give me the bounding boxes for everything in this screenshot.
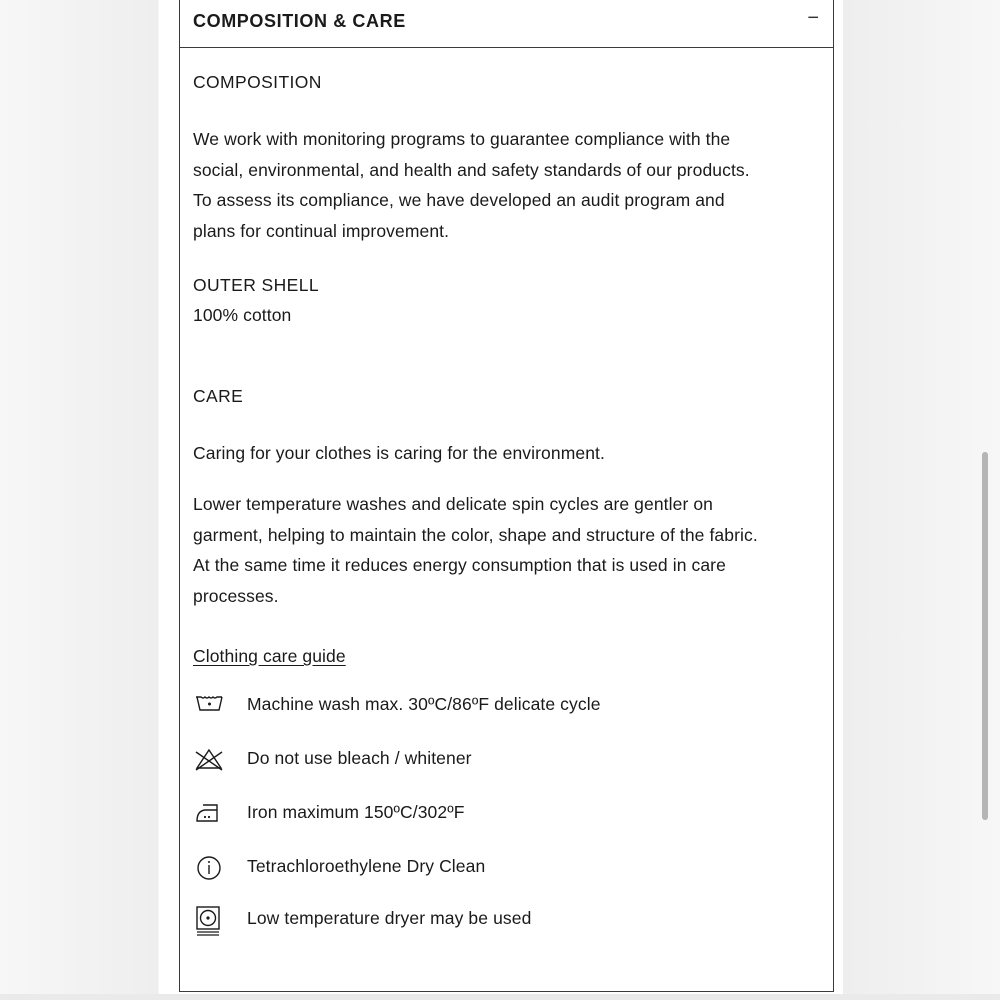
outer-shell-value: 100% cotton bbox=[193, 305, 292, 325]
collapse-icon[interactable]: − bbox=[807, 7, 819, 29]
composition-care-panel bbox=[179, 0, 834, 992]
care-instruction-text: Tetrachloroethylene Dry Clean bbox=[247, 856, 486, 876]
composition-line: To assess its compliance, we have developed an audit program and bbox=[193, 190, 725, 210]
tumble-dry-low-icon bbox=[193, 904, 227, 938]
composition-paragraph bbox=[193, 124, 823, 246]
outer-shell-label: OUTER SHELL bbox=[193, 275, 319, 295]
care-instruction-row bbox=[193, 690, 813, 724]
left-margin bbox=[0, 0, 158, 1000]
scrollbar[interactable] bbox=[982, 452, 988, 820]
care-heading: CARE bbox=[193, 386, 244, 406]
wash-30-icon bbox=[193, 690, 227, 724]
product-details-page bbox=[159, 0, 843, 994]
scrollbar-thumb[interactable] bbox=[982, 452, 988, 820]
composition-line: We work with monitoring programs to guarantee compliance with the bbox=[193, 129, 731, 149]
accordion-header[interactable] bbox=[180, 0, 833, 48]
care-instruction-row bbox=[193, 798, 813, 832]
care-line: garment, helping to maintain the color, shape and structure of the fabric. bbox=[193, 524, 758, 545]
accordion-title: COMPOSITION & CARE bbox=[193, 11, 406, 31]
care-instruction-row bbox=[193, 744, 813, 778]
no-bleach-icon bbox=[193, 744, 227, 778]
care-line: Lower temperature washes and delicate spin cycles are gentler on bbox=[193, 494, 714, 514]
care-instruction-text: Iron maximum 150ºC/302ºF bbox=[247, 802, 465, 822]
care-instruction-text: Do not use bleach / whitener bbox=[247, 748, 472, 768]
right-margin bbox=[843, 0, 1000, 1000]
care-instruction-text: Low temperature dryer may be used bbox=[247, 908, 532, 928]
clothing-care-guide-link[interactable] bbox=[193, 641, 346, 672]
care-line: processes. bbox=[193, 585, 279, 606]
care-paragraph bbox=[193, 489, 823, 611]
care-instruction-text: Machine wash max. 30ºC/86ºF delicate cycle bbox=[247, 694, 601, 714]
dry-clean-p-icon bbox=[193, 852, 227, 886]
composition-line: social, environmental, and health and safety standards of our products. bbox=[193, 159, 750, 180]
care-intro: Caring for your clothes is caring for the environment. bbox=[193, 443, 605, 463]
bottom-margin bbox=[0, 994, 1000, 1000]
composition-line: plans for continual improvement. bbox=[193, 220, 450, 241]
clothing-care-guide-link-text[interactable]: Clothing care guide bbox=[193, 646, 346, 666]
composition-heading: COMPOSITION bbox=[193, 72, 322, 92]
iron-medium-icon bbox=[193, 798, 227, 832]
care-instruction-row bbox=[193, 852, 813, 886]
care-line: At the same time it reduces energy consumption that is used in care bbox=[193, 555, 726, 575]
care-instruction-row bbox=[193, 904, 813, 938]
